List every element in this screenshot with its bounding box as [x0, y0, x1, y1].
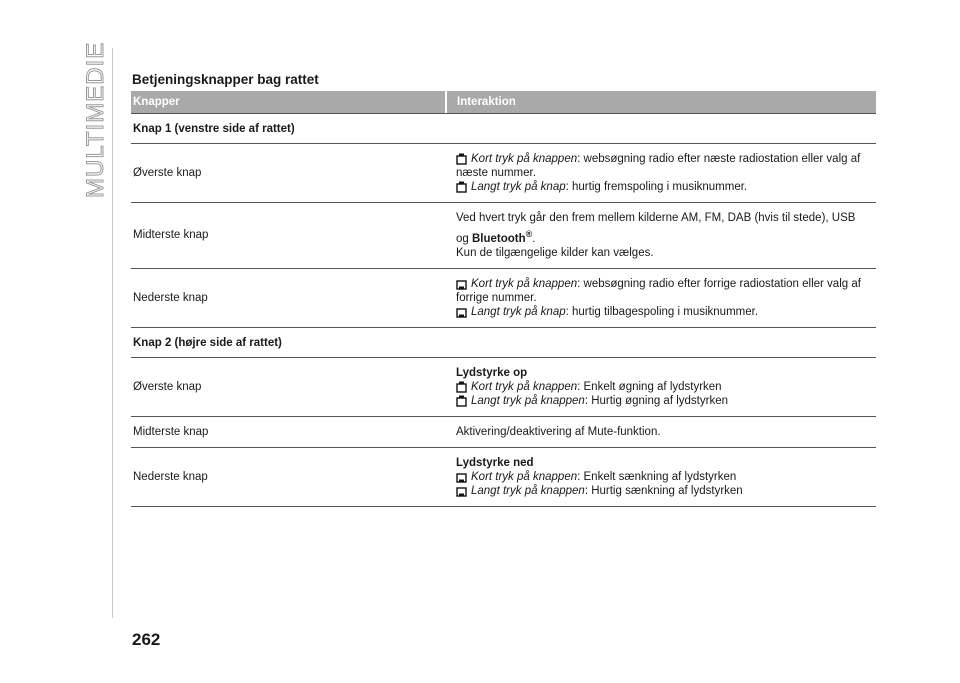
bullet-item: Langt tryk på knap: hurtig tilbagespoling i musiknummer. — [456, 305, 872, 319]
row-label: Øverste knap — [133, 380, 202, 393]
table-row — [131, 203, 876, 269]
bullet-item: Kort tryk på knappen: websøgning radio efter næste radiostation eller valg af — [456, 152, 872, 166]
steering-button-icon — [456, 381, 467, 393]
table-row — [131, 269, 876, 328]
controls-table — [131, 91, 876, 507]
bullet-item: Langt tryk på knappen: Hurtig sænkning af lydstyrken — [456, 484, 872, 498]
row-interaction: Kort tryk på knappen: websøgning radio efter forrige radiostation eller valg af forrige nummer. Langt tryk på knap: hurtig tilbagespoling i musiknummer. — [447, 269, 876, 327]
group-heading-knap2: Knap 2 (højre side af rattet) — [131, 328, 876, 358]
table-row — [131, 144, 876, 203]
steering-button-icon — [456, 485, 467, 497]
steering-button-icon — [456, 181, 467, 193]
side-divider — [112, 48, 113, 618]
steering-button-icon — [456, 471, 467, 483]
bullet-item: Kort tryk på knappen: Enkelt øgning af lydstyrken — [456, 380, 872, 394]
bullet-item: Langt tryk på knap: hurtig fremspoling i musiknummer. — [456, 180, 872, 194]
row-interaction: Lydstyrke op Kort tryk på knappen: Enkelt øgning af lydstyrken Langt tryk på knappen: Hurtig øgning af lydstyrken — [447, 358, 876, 416]
row-label: Nederste knap — [133, 291, 208, 304]
chapter-side-title: MULTIMEDIE — [82, 41, 109, 199]
steering-button-icon — [456, 278, 467, 290]
bullet-item: Kort tryk på knappen: websøgning radio efter forrige radiostation eller valg af — [456, 277, 872, 291]
row-label: Midterste knap — [133, 229, 209, 242]
row-interaction: Lydstyrke ned Kort tryk på knappen: Enkelt sænkning af lydstyrken Langt tryk på knappen: Hurtig sænkning af lydstyrken — [447, 448, 876, 506]
section-title: Betjeningsknapper bag rattet — [132, 72, 319, 87]
table-row — [131, 448, 876, 507]
header-knapper: Knapper — [133, 96, 180, 108]
header-interaktion: Interaktion — [457, 96, 516, 108]
bullet-item: Langt tryk på knappen: Hurtig øgning af lydstyrken — [456, 394, 872, 408]
row-interaction: Ved hvert tryk går den frem mellem kilderne AM, FM, DAB (hvis til stede), USB og Bluetooth®. Kun de tilgængelige kilder kan vælges. — [456, 212, 856, 259]
steering-button-icon — [456, 153, 467, 165]
group-heading-knap1: Knap 1 (venstre side af rattet) — [131, 114, 876, 144]
steering-button-icon — [456, 395, 467, 407]
bullet-item: Kort tryk på knappen: Enkelt sænkning af lydstyrken — [456, 470, 872, 484]
row-label: Midterste knap — [133, 425, 209, 438]
page-number: 262 — [132, 630, 161, 649]
table-row — [131, 417, 876, 448]
steering-button-icon — [456, 306, 467, 318]
table-header — [131, 91, 876, 114]
table-row — [131, 358, 876, 417]
row-label: Nederste knap — [133, 470, 208, 483]
row-interaction: Kort tryk på knappen: websøgning radio efter næste radiostation eller valg af næste nummer. Langt tryk på knap: hurtig fremspoling i musiknummer. — [447, 144, 876, 202]
row-interaction: Aktivering/deaktivering af Mute-funktion. — [456, 425, 661, 438]
row-label: Øverste knap — [133, 167, 202, 179]
